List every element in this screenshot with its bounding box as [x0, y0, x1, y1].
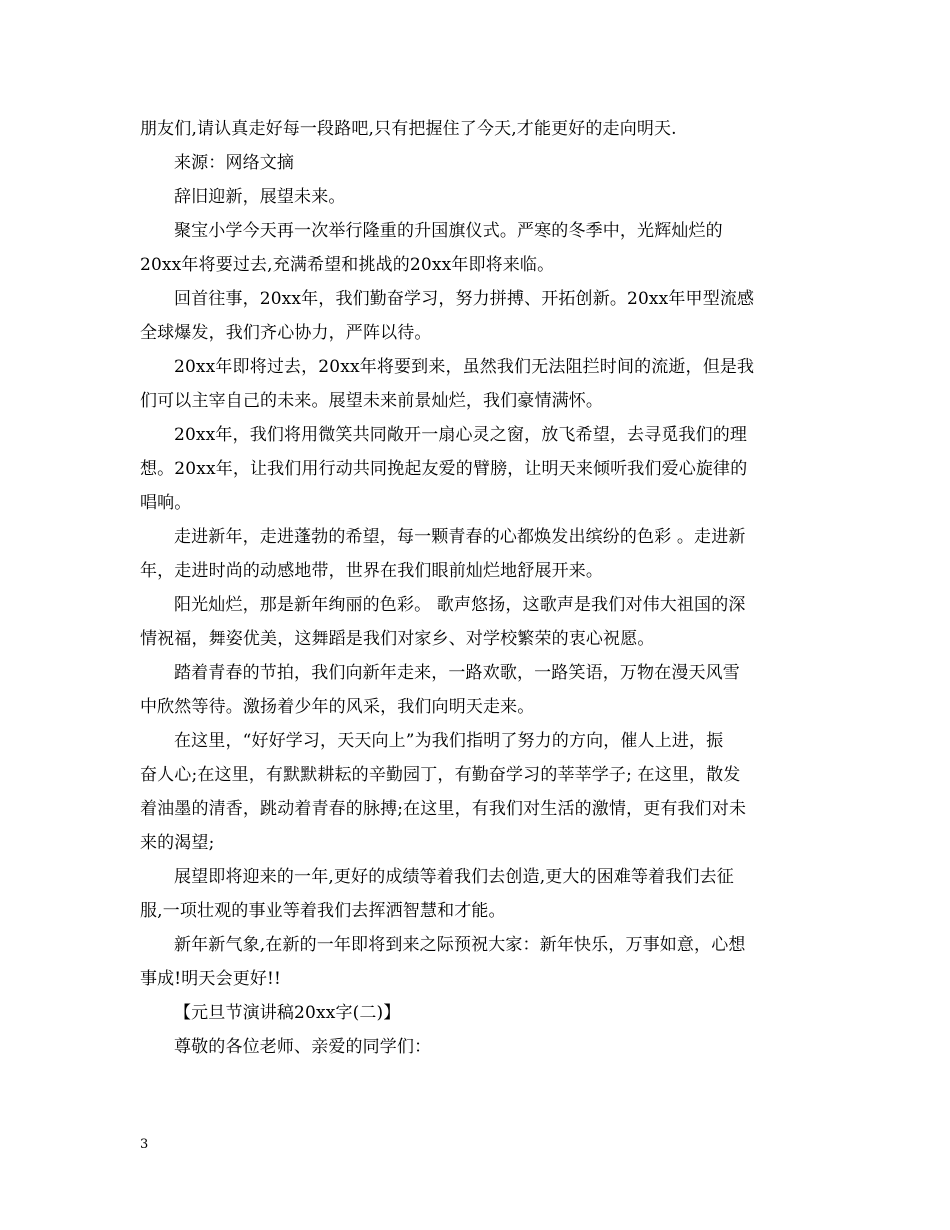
text-line: 服,一项壮观的事业等着我们去挥洒智慧和才能。 — [140, 901, 506, 921]
text-line: 阳光灿烂，那是新年绚丽的色彩。 歌声悠扬，这歌声是我们对伟大祖国的深 — [174, 595, 746, 615]
text-line: 奋人心;在这里，有默默耕耘的辛勤园丁，有勤奋学习的莘莘学子; 在这里，散发 — [140, 765, 741, 785]
text-line: 20xx年，我们将用微笑共同敞开一扇心灵之窗，放飞希望，去寻觅我们的理 — [174, 425, 748, 445]
text-line: 在这里，“好好学习，天天向上”为我们指明了努力的方向，催人上进，振 — [174, 731, 724, 751]
section-heading: 【元旦节演讲稿20xx字(二)】 — [174, 1003, 401, 1023]
text-line: 情祝福，舞姿优美，这舞蹈是我们对家乡、对学校繁荣的衷心祝愿。 — [140, 629, 655, 649]
salutation: 尊敬的各位老师、亲爱的同学们： — [174, 1037, 432, 1057]
text-line: 踏着青春的节拍，我们向新年走来，一路欢歌，一路笑语，万物在漫天风雪 — [174, 663, 740, 683]
text-line: 唱响。 — [140, 493, 192, 513]
text-line: 来源：网络文摘 — [174, 153, 295, 173]
page-number: 3 — [140, 1137, 149, 1152]
text-line: 聚宝小学今天再一次举行隆重的升国旗仪式。严寒的冬季中，光辉灿烂的 — [174, 221, 723, 241]
document-body — [140, 112, 812, 1064]
text-line: 20xx年即将过去，20xx年将要到来，虽然我们无法阻拦时间的流逝，但是我 — [174, 357, 755, 377]
text-line: 中欣然等待。激扬着少年的风采，我们向明天走来。 — [140, 697, 535, 717]
text-line: 事成!明天会更好!! — [140, 969, 281, 989]
text-line: 着油墨的清香，跳动着青春的脉搏;在这里，有我们对生活的激情，更有我们对未 — [140, 799, 747, 819]
text-line: 想。20xx年，让我们用行动共同挽起友爱的臂膀，让明天来倾听我们爱心旋律的 — [140, 459, 748, 479]
text-line: 全球爆发，我们齐心协力，严阵以待。 — [140, 323, 432, 343]
text-line: 20xx年将要过去,充满希望和挑战的20xx年即将来临。 — [140, 255, 555, 275]
text-line: 辞旧迎新，展望未来。 — [174, 187, 346, 207]
text-line: 展望即将迎来的一年,更好的成绩等着我们去创造,更大的困难等着我们去征 — [174, 867, 734, 887]
text-line: 新年新气象,在新的一年即将到来之际预祝大家：新年快乐，万事如意，心想 — [174, 935, 746, 955]
text-line: 走进新年，走进蓬勃的希望，每一颗青春的心都焕发出缤纷的色彩 。走进新 — [174, 527, 746, 547]
text-line: 们可以主宰自己的未来。展望未来前景灿烂，我们豪情满怀。 — [140, 391, 604, 411]
text-line: 回首往事，20xx年，我们勤奋学习，努力拼搏、开拓创新。20xx年甲型流感 — [174, 289, 755, 309]
text-line: 年，走进时尚的动感地带，世界在我们眼前灿烂地舒展开来。 — [140, 561, 604, 581]
text-line: 来的渴望; — [140, 833, 215, 853]
text-line: 朋友们,请认真走好每一段路吧,只有把握住了今天,才能更好的走向明天. — [140, 119, 677, 139]
